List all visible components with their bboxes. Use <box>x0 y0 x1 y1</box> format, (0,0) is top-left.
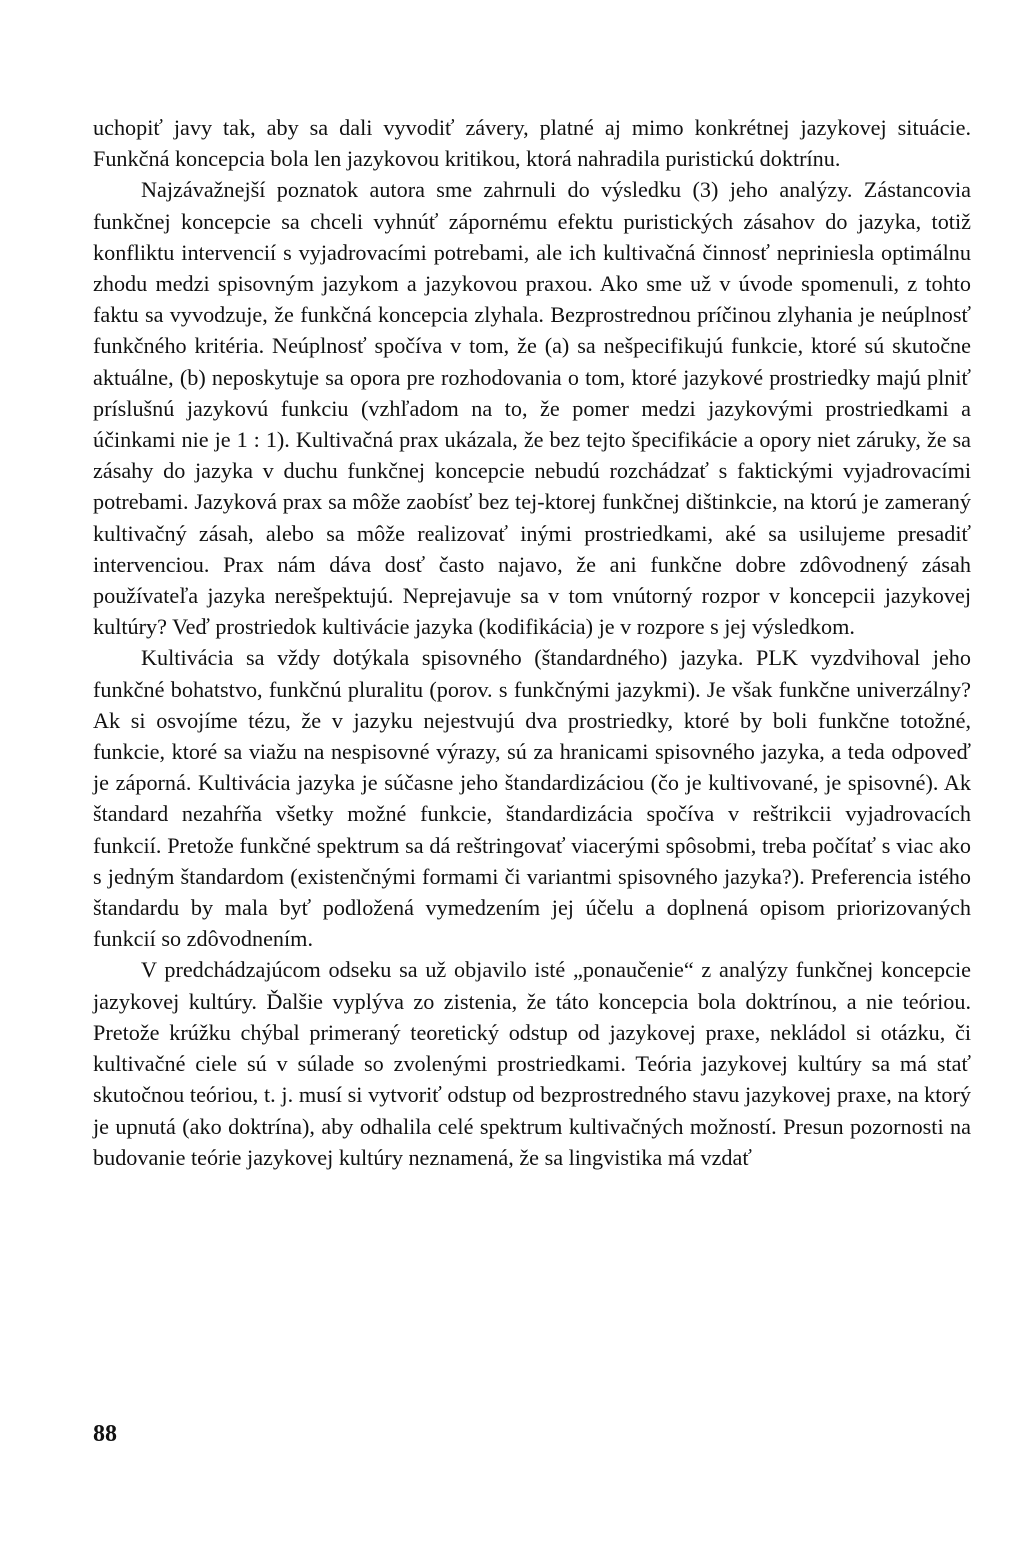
paragraph-1: uchopiť javy tak, aby sa dali vyvodiť závery, platné aj mimo konkrétnej jazykovej situácie. Funkčná koncepcia bola len jazykovou kritikou, ktorá nahradila puristickú doktrínu. <box>93 115 971 172</box>
page-number: 88 <box>93 1421 117 1447</box>
paragraph-3: Kultivácia sa vždy dotýkala spisovného (štandardného) jazyka. PLK vyzdvihoval jeho funkčné bohatstvo, funkčnú pluralitu (porov. s funkčnými jazykmi). Je však funkčne univerzálny? Ak si osvojíme tézu, že v jazyku nejestvujú dva prostriedky, ktoré by boli funkčne totožné, funkcie, ktoré sa viažu na nespisovné výrazy, sú za hranicami spisovného jazyka, a teda odpoveď je záporná. Kultivácia jazyka je súčasne jeho štandardizáciou (čo je kultivované, je spisovné). Ak štandard nezahŕňa všetky možné funkcie, štandardizácia spočíva v reštrikcii vyjadrovacích funkcií. Pretože funkčné spektrum sa dá reštringovať viacerými spôsobmi, treba počítať s viac ako s jedným štandardom (existenčnými formami či variantmi spisovného jazyka?). Preferencia istého štandardu by mala byť podložená vymedzením jej účelu a doplnená opisom priorizovaných funkcií so zdôvodnením. <box>93 645 971 952</box>
paragraph-4: V predchádzajúcom odseku sa už objavilo isté „ponaučenie“ z analýzy funkčnej koncepcie jazykovej kultúry. Ďalšie vyplýva zo zistenia, že táto koncepcia bola doktrínou, a nie teóriou. Pretože krúžku chýbal primeraný teoretický odstup od jazykovej praxe, nekládol si otázku, či kultivačné ciele sú v súlade so zvolenými prostriedkami. Teória jazykovej kultúry sa má stať skutočnou teóriou, t. j. musí si vytvoriť odstup od bezprostredného stavu jazykovej praxe, na ktorý je upnutá (ako doktrína), aby odhalila celé spektrum kultivačných možností. Presun pozornosti na budovanie teórie jazykovej kultúry neznamená, že sa lingvistika má vzdať <box>93 957 971 1170</box>
paragraph-2: Najzávažnejší poznatok autora sme zahrnuli do výsledku (3) jeho analýzy. Zástancovia funkčnej koncepcie sa chceli vyhnúť zápornému efektu puristických zásahov do jazyka, totiž konfliktu intervencií s vyjadrovacími potrebami, ale ich kultivačná činnosť nepriniesla optimálnu zhodu medzi spisovným jazykom a jazykovou praxou. Ako sme už v úvode spomenuli, z tohto faktu sa vyvodzuje, že funkčná koncepcia zlyhala. Bezprostrednou príčinou zlyhania je neúplnosť funkčného kritéria. Neúplnosť spočíva v tom, že (a) sa nešpecifikujú funkcie, ktoré sú skutočne aktuálne, (b) neposkytuje sa opora pre rozhodovania o tom, ktoré jazykové prostriedky majú plniť príslušnú jazykovú funkciu (vzhľadom na to, že pomer medzi jazykovými prostriedkami a účinkami nie je 1 : 1). Kultivačná prax ukázala, že bez tejto špecifikácie a opory niet záruky, že sa zásahy do jazyka v duchu funkčnej koncepcie nebudú rozchádzať s faktickými vyjadrovacími potrebami. Jazyková prax sa môže zaobísť bez tej-ktorej funkčnej dištinkcie, na ktorú je zameraný kultivačný zásah, alebo sa môže realizovať inými prostriedkami, aké sa usilujeme presadiť intervenciou. Prax nám dáva dosť často najavo, že ani funkčne dobre zdôvodnený zásah používateľa jazyka nerešpektujú. Neprejavuje sa v tom vnútorný rozpor v koncepcii jazykovej kultúry? Veď prostriedok kultivácie jazyka (kodifikácia) je v rozpore s jej výsledkom. <box>93 177 971 640</box>
page-text-block <box>93 112 971 1173</box>
